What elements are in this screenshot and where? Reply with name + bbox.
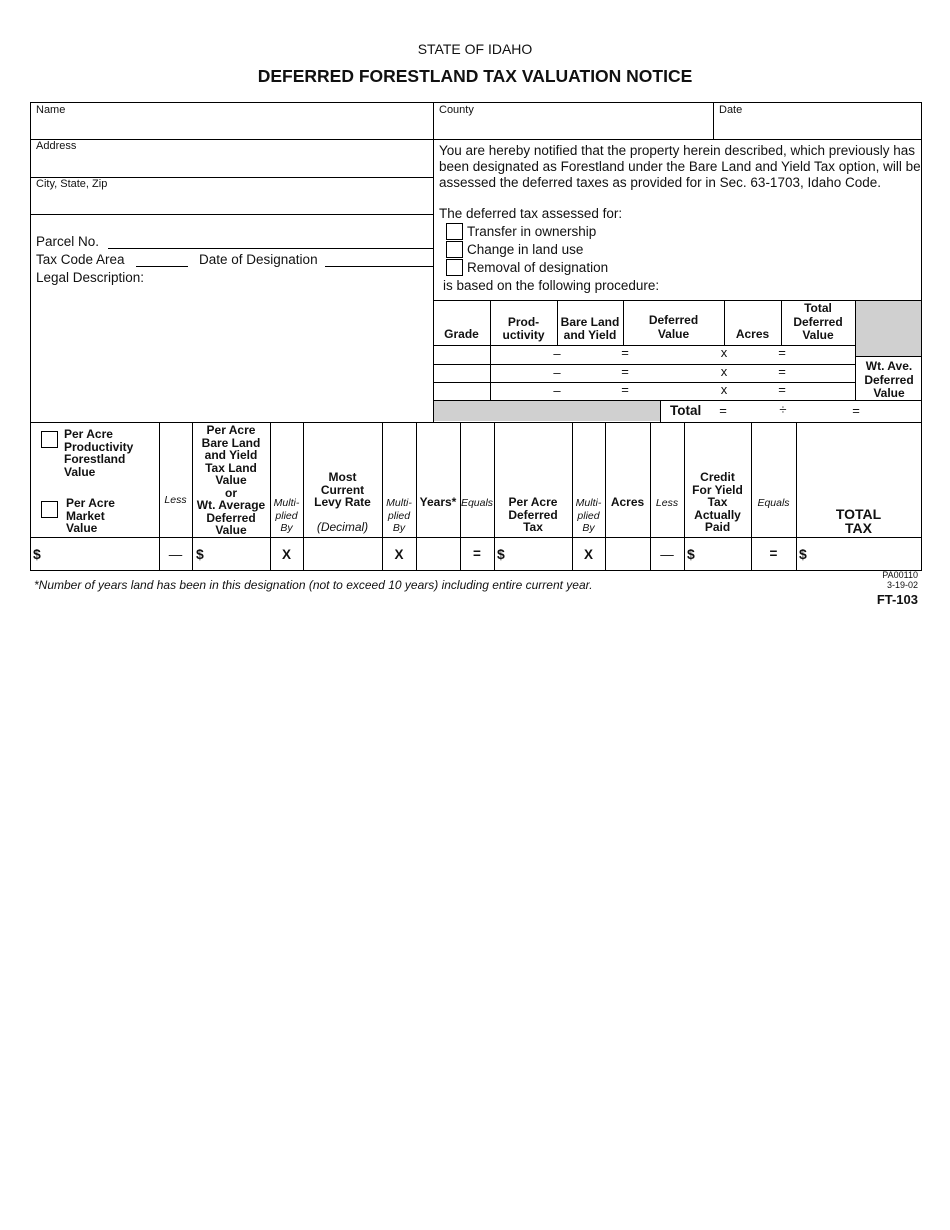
row2-equals: = xyxy=(621,364,629,379)
parcel-no-label: Parcel No. xyxy=(36,234,100,249)
total-divide: ÷ xyxy=(779,402,787,417)
productivity-value-checkbox[interactable] xyxy=(41,431,58,448)
transfer-checkbox[interactable] xyxy=(446,223,463,240)
total-tax-input[interactable] xyxy=(812,540,919,568)
total-shaded-cell xyxy=(434,401,660,421)
equals-1: = xyxy=(473,546,481,561)
wt-ave-deferred-label: Wt. Ave. Deferred Value xyxy=(864,359,914,400)
name-field[interactable] xyxy=(34,118,429,138)
value-dollar: $ xyxy=(33,546,41,562)
levy-rate-header: Most Current Levy Rate xyxy=(314,470,371,509)
tax-code-area-label: Tax Code Area xyxy=(36,252,125,267)
page-title: DEFERRED FORESTLAND TAX VALUATION NOTICE xyxy=(257,66,693,86)
productivity-header: Prod- uctivity xyxy=(502,315,545,342)
notice-text: You are hereby notified that the property herein described, which previously has been designated as Forestland under the Bare Land and Yield Tax option, will be assessed the deferred taxes as provided for in Sec. 63-1703, Idaho Code. xyxy=(439,143,921,190)
row1-equals: = xyxy=(621,345,629,360)
row3-minus: – xyxy=(553,383,561,398)
times-3: X xyxy=(583,547,593,562)
state-label: STATE OF IDAHO xyxy=(417,41,533,57)
address-field[interactable] xyxy=(34,154,429,176)
value-input[interactable] xyxy=(46,540,156,568)
deferred-value-header: Deferred Value xyxy=(648,313,699,341)
bare-land-dollar: $ xyxy=(196,546,204,562)
times-1: X xyxy=(281,547,291,562)
total-equals: = xyxy=(719,403,727,418)
name-label: Name xyxy=(36,104,66,116)
deferred-dollar: $ xyxy=(497,546,505,562)
address-label: Address xyxy=(36,140,77,152)
multiplied-header-1: Multi- plied By xyxy=(273,497,300,534)
multiplied-header-3: Multi- plied By xyxy=(575,497,602,534)
total-deferred-header: Total Deferred Value xyxy=(793,301,843,342)
date-of-designation-field[interactable] xyxy=(325,266,433,267)
row1-times: x xyxy=(720,345,728,360)
levy-rate-input[interactable] xyxy=(305,540,380,568)
row2-times: x xyxy=(720,364,728,379)
equals-header-1: Equals xyxy=(460,497,494,509)
acres-header: Acres xyxy=(735,327,770,341)
total-label: Total xyxy=(670,403,702,418)
city-state-zip-label: City, State, Zip xyxy=(36,178,108,190)
less-dash-2: — xyxy=(660,547,674,562)
county-field[interactable] xyxy=(437,118,709,138)
date-of-designation-label: Date of Designation xyxy=(199,252,318,267)
tax-code-area-field[interactable] xyxy=(136,266,188,267)
grade-header: Grade xyxy=(444,327,479,341)
row3-times: x xyxy=(720,382,728,397)
date-label: Date xyxy=(719,104,743,116)
years-header: Years* xyxy=(419,495,457,509)
row3-equals: = xyxy=(621,382,629,397)
row2-equals2: = xyxy=(778,364,786,379)
legal-description-field[interactable] xyxy=(34,288,429,418)
total-tax-dollar: $ xyxy=(799,546,807,562)
credit-dollar: $ xyxy=(687,546,695,562)
land-use-label: Change in land use xyxy=(467,242,584,257)
city-state-zip-field[interactable] xyxy=(34,192,429,213)
market-value-checkbox[interactable] xyxy=(41,501,58,518)
bare-land-header: Bare Land and Yield xyxy=(560,315,620,342)
bare-land-input[interactable] xyxy=(208,540,268,568)
productivity-value-label: Per Acre Productivity Forestland Value xyxy=(64,427,134,479)
less-header-1: Less xyxy=(164,494,187,506)
county-label: County xyxy=(439,104,474,116)
date-field[interactable] xyxy=(717,118,917,138)
row3-equals2: = xyxy=(778,382,786,397)
parcel-no-field[interactable] xyxy=(108,248,433,249)
acres-input[interactable] xyxy=(607,540,648,568)
form-number: FT-103 xyxy=(876,592,918,607)
removal-label: Removal of designation xyxy=(467,260,609,275)
removal-checkbox[interactable] xyxy=(446,259,463,276)
procedure-label: is based on the following procedure: xyxy=(443,278,660,293)
times-2: X xyxy=(394,547,404,562)
acres-calc-header: Acres xyxy=(610,495,645,509)
row1-minus: – xyxy=(553,346,561,361)
multiplied-header-2: Multi- plied By xyxy=(386,497,412,534)
assessed-for-label: The deferred tax assessed for: xyxy=(439,206,623,221)
legal-description-label: Legal Description: xyxy=(36,270,145,285)
total-tax-header: TOTAL TAX xyxy=(835,506,882,536)
less-dash-1: — xyxy=(168,547,183,562)
form-codes: PA00110 3-19-02 xyxy=(882,570,918,590)
credit-yield-tax-header: Credit For Yield Tax Actually Paid xyxy=(692,470,743,534)
credit-input[interactable] xyxy=(700,540,749,568)
row1-equals2: = xyxy=(778,345,786,360)
transfer-label: Transfer in ownership xyxy=(467,224,597,239)
years-footnote: *Number of years land has been in this designation (not to exceed 10 years) including entire current year. xyxy=(34,578,593,592)
levy-decimal-label: (Decimal) xyxy=(316,520,369,534)
equals-header-2: Equals xyxy=(757,497,790,509)
market-value-label: Per Acre Market Value xyxy=(66,496,115,535)
less-header-2: Less xyxy=(655,497,679,509)
per-acre-deferred-header: Per Acre Deferred Tax xyxy=(508,495,558,534)
row2-minus: – xyxy=(553,365,561,380)
deferred-input[interactable] xyxy=(510,540,570,568)
shaded-cell xyxy=(856,301,921,356)
land-use-checkbox[interactable] xyxy=(446,241,463,258)
years-input[interactable] xyxy=(418,540,458,568)
total-equals2: = xyxy=(852,403,860,418)
bare-land-value-header: Per Acre Bare Land and Yield Tax Land Value or Wt. Average Deferred Value xyxy=(196,423,266,537)
equals-2: = xyxy=(769,546,778,561)
